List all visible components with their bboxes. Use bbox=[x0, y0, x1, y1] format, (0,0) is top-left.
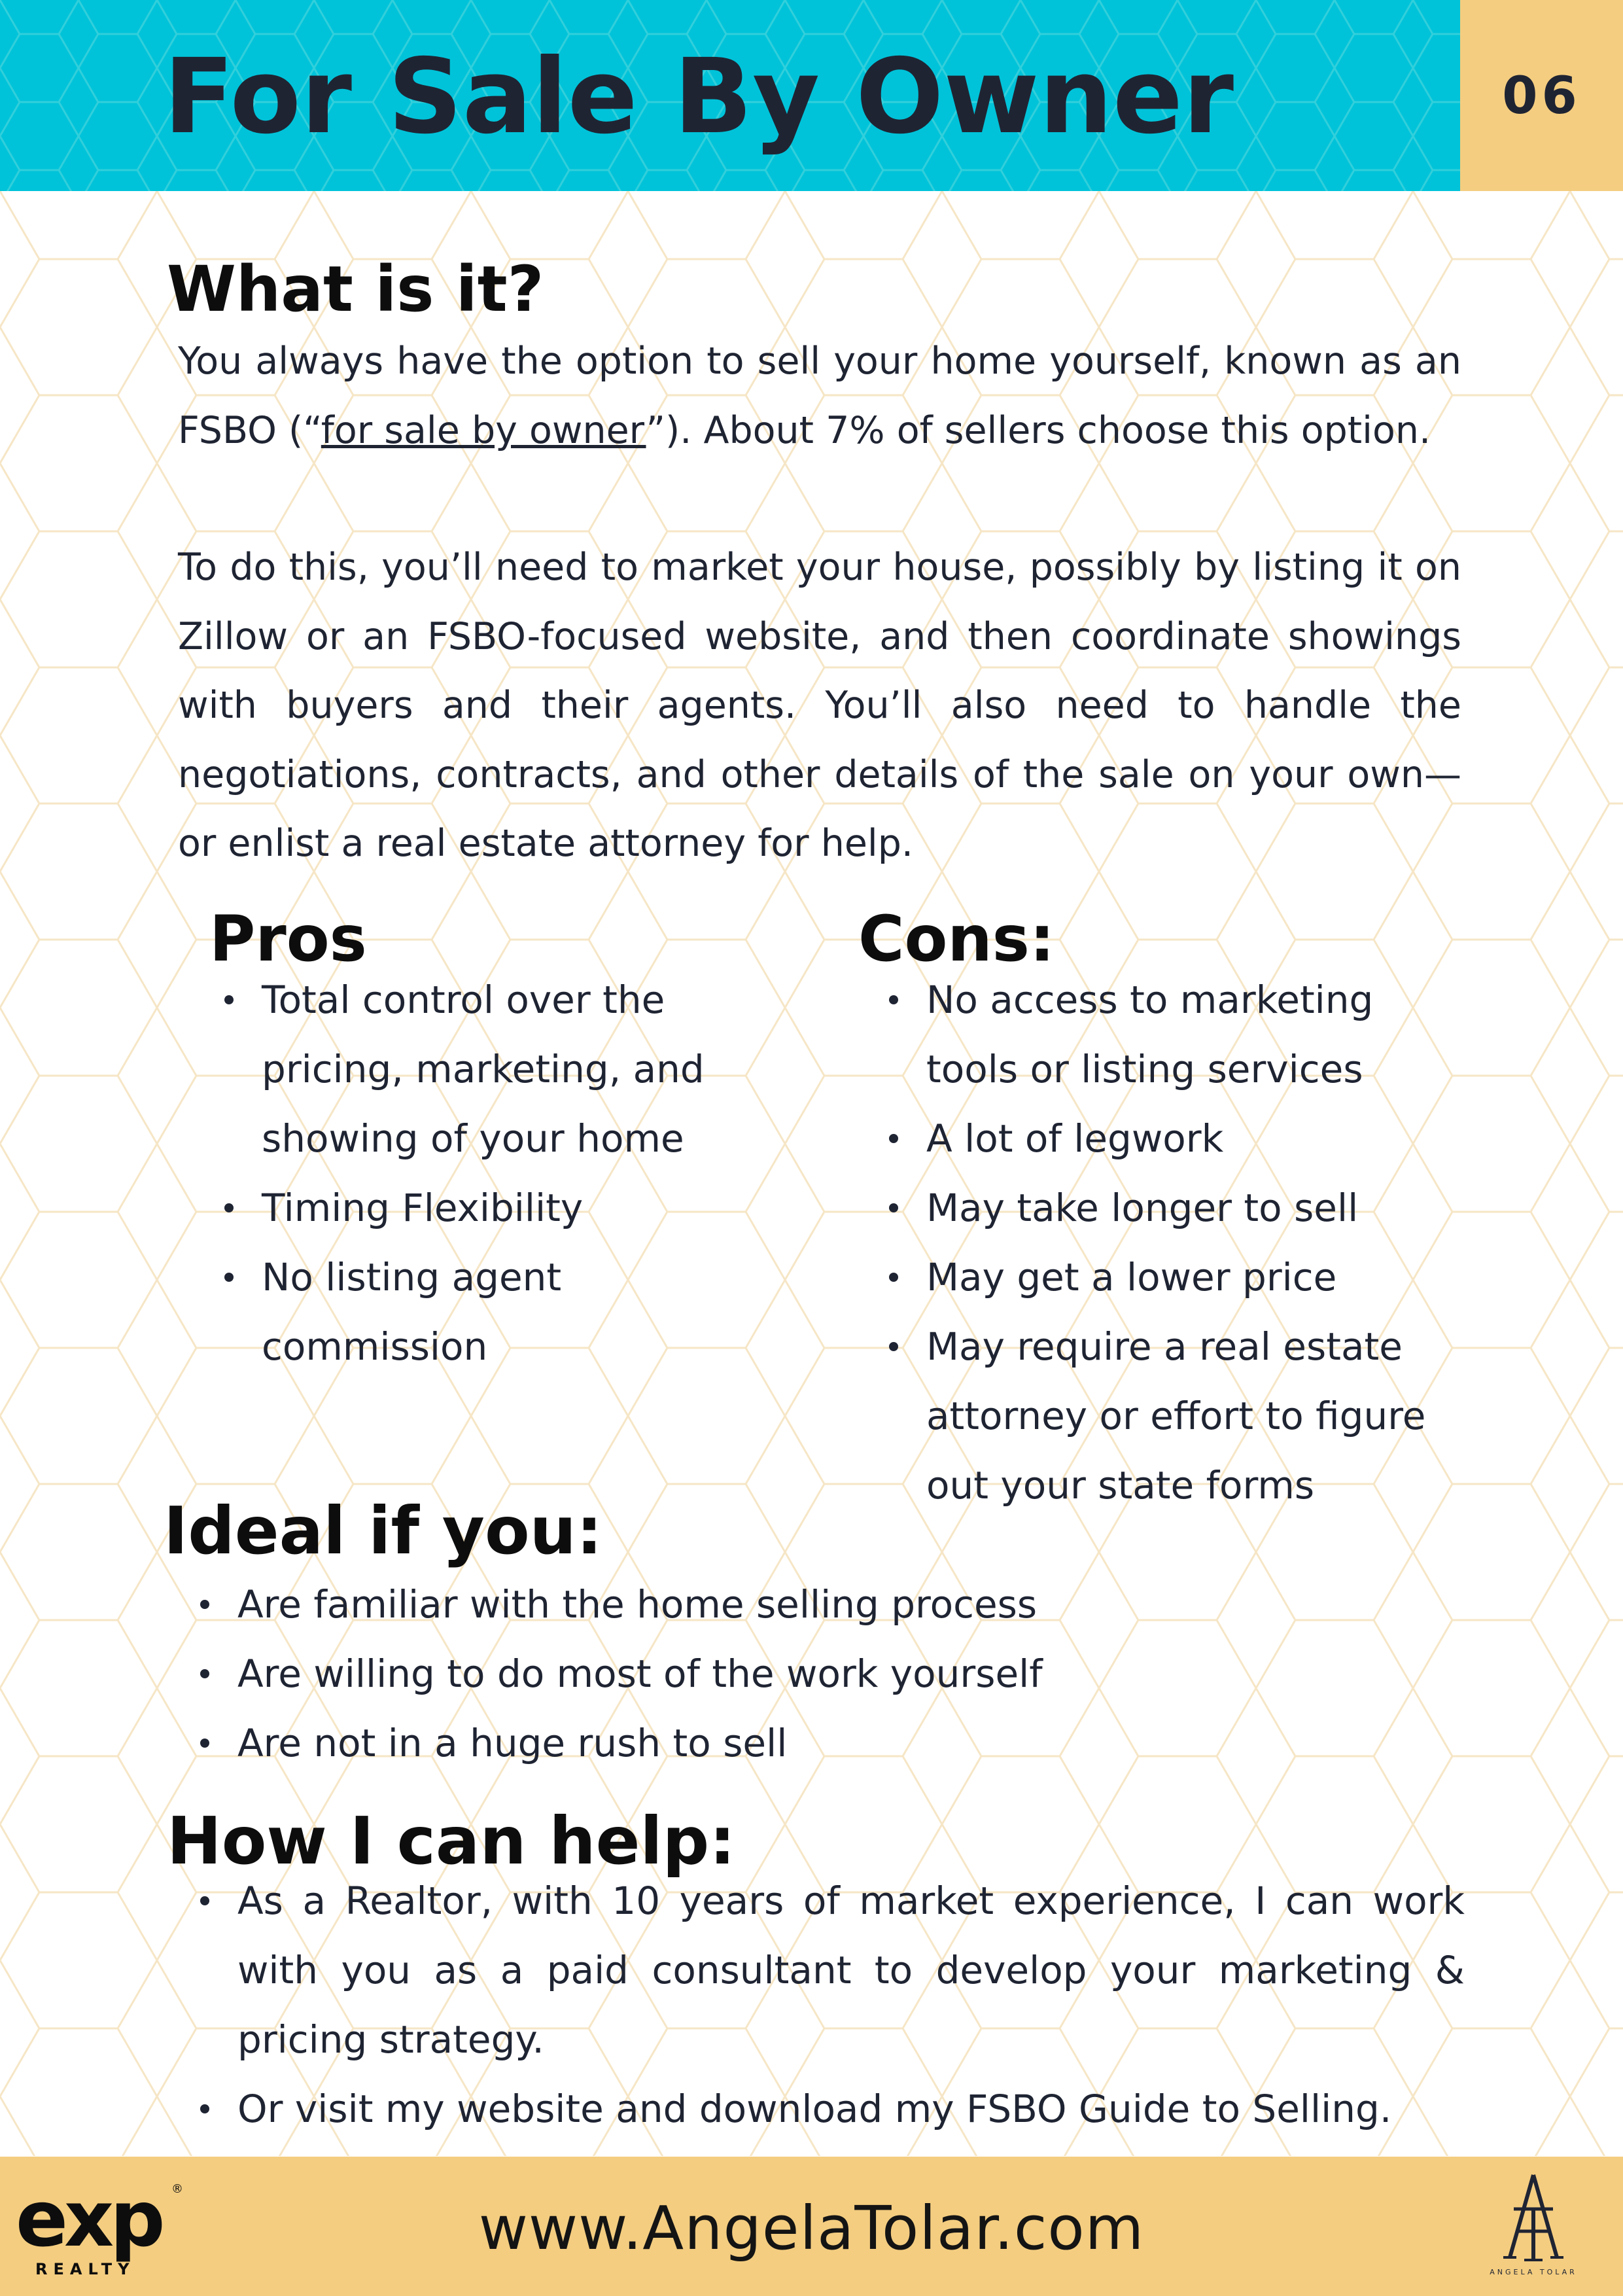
what-is-it-heading: What is it? bbox=[167, 253, 544, 326]
paragraph-1-text-start: You always have the option to sell your home yourself, known as an FSBO (“ bbox=[178, 340, 1461, 452]
how-i-can-help-heading: How I can help: bbox=[167, 1803, 736, 1879]
list-item: Total control over the pricing, marketing, and showing of your home bbox=[262, 965, 798, 1173]
footer-bar bbox=[0, 2157, 1623, 2296]
for-sale-by-owner-link[interactable]: for sale by owner bbox=[321, 408, 646, 452]
how-i-can-help-list bbox=[237, 1866, 1465, 2144]
cons-list bbox=[926, 965, 1469, 1520]
angela-tolar-monogram-logo bbox=[1478, 2171, 1588, 2286]
cons-heading: Cons: bbox=[858, 902, 1055, 976]
list-item: Are familiar with the home selling process bbox=[237, 1570, 1467, 1639]
list-item: No listing agent commission bbox=[262, 1243, 798, 1381]
list-item: Are not in a huge rush to sell bbox=[237, 1708, 1467, 1778]
ideal-if-you-heading: Ideal if you: bbox=[164, 1492, 602, 1569]
exp-logo-subtext: REALTY bbox=[35, 2260, 135, 2278]
pros-heading: Pros bbox=[209, 902, 367, 976]
list-item: May require a real estate attorney or effort to figure out your state forms bbox=[926, 1312, 1469, 1520]
list-item: Are willing to do most of the work yourself bbox=[237, 1639, 1467, 1708]
list-item: May take longer to sell bbox=[926, 1173, 1469, 1243]
list-item: Timing Flexibility bbox=[262, 1173, 798, 1243]
page-title: For Sale By Owner bbox=[164, 37, 1234, 157]
page-number: 06 bbox=[1502, 67, 1581, 126]
what-is-it-paragraph-1 bbox=[178, 327, 1461, 465]
what-is-it-paragraph-2: To do this, you’ll need to market your house, possibly by listing it on Zillow or an FSBO-focused website, and then coordinate showings with buyers and their agents. You’ll also need to handle the negotiations, contracts, and other details of the sale on your own—or enlist a real estate attorney for help. bbox=[178, 546, 1461, 865]
list-item: May get a lower price bbox=[926, 1243, 1469, 1312]
list-item: A lot of legwork bbox=[926, 1104, 1469, 1173]
monogram-icon bbox=[1478, 2171, 1588, 2267]
registered-mark: ® bbox=[171, 2182, 183, 2196]
list-item: No access to marketing tools or listing services bbox=[926, 965, 1469, 1104]
list-item: Or visit my website and download my FSBO Guide to Selling. bbox=[237, 2074, 1465, 2144]
list-item: As a Realtor, with 10 years of market experience, I can work with you as a paid consultant to develop your marketing & pricing strategy. bbox=[237, 1866, 1465, 2074]
angela-tolar-logo-text: ANGELA TOLAR bbox=[1490, 2268, 1577, 2276]
pros-list bbox=[262, 965, 798, 1381]
paragraph-1-text-end: ”). About 7% of sellers choose this option. bbox=[646, 408, 1431, 452]
exp-logo-wordmark: exp bbox=[16, 2174, 162, 2264]
ideal-if-you-list bbox=[237, 1570, 1467, 1778]
website-url[interactable]: www.AngelaTolar.com bbox=[478, 2193, 1145, 2263]
